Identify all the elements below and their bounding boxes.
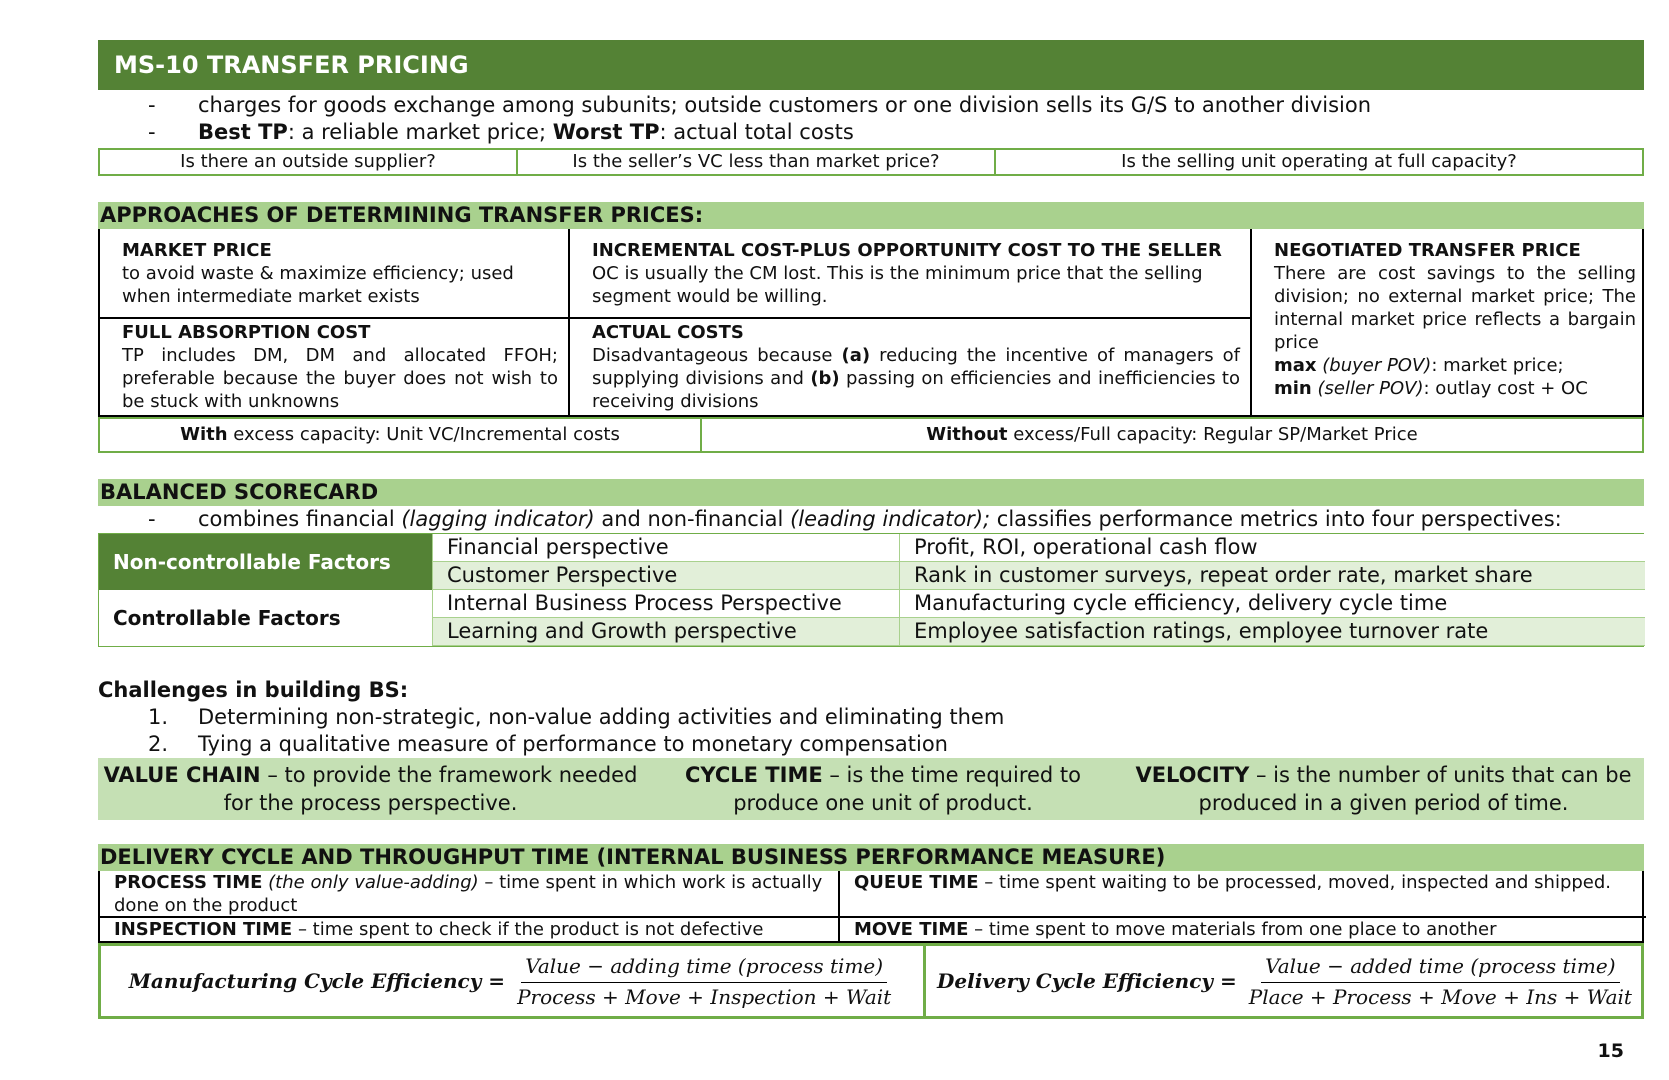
negotiated-text: There are cost savings to the selling division; no external market price; The internal market price reflects a bargain price — [1274, 263, 1636, 353]
queue-time: QUEUE TIME – time spent waiting to be processed, moved, inspected and shipped. — [840, 871, 1646, 918]
approaches-title: APPROACHES OF DETERMINING TRANSFER PRICES: — [98, 202, 1644, 229]
efficiency-formulas — [98, 943, 1644, 1019]
incremental-heading: INCREMENTAL COST-PLUS OPPORTUNITY COST TO THE SELLER — [592, 240, 1222, 261]
delivery-title: DELIVERY CYCLE AND THROUGHPUT TIME (INTERNAL BUSINESS PERFORMANCE MEASURE) — [98, 844, 1644, 871]
with-excess-capacity: With excess capacity: Unit VC/Incremental costs — [100, 419, 702, 451]
bullet-dash: - — [148, 93, 156, 117]
bsc-title: BALANCED SCORECARD — [98, 479, 1644, 506]
negotiated-max: max (buyer POV): market price; — [1274, 355, 1564, 376]
mce-label: Manufacturing Cycle Efficiency = — [128, 969, 506, 993]
metric-financial: Profit, ROI, operational cash flow — [899, 534, 1645, 562]
intro-bullet-2 — [98, 119, 1644, 146]
market-price-heading: MARKET PRICE — [122, 240, 272, 261]
intro-line-1: charges for goods exchange among subunits; outside customers or one division sells its G/S to another division — [198, 93, 1372, 117]
actual-costs-heading: ACTUAL COSTS — [592, 322, 744, 343]
incremental-cell — [570, 229, 1252, 319]
actual-costs-cell — [570, 319, 1252, 415]
negotiated-heading: NEGOTIATED TRANSFER PRICE — [1274, 240, 1581, 261]
full-absorption-text: TP includes DM, DM and allocated FFOH; preferable because the buyer does not wish to be stuck with unknowns — [122, 345, 558, 412]
perspective-financial: Financial perspective — [432, 534, 899, 562]
dce-label: Delivery Cycle Efficiency = — [937, 969, 1237, 993]
negotiated-cell — [1252, 229, 1646, 415]
dce-numerator: Value − added time (process time) — [1261, 954, 1619, 983]
intro-line-2: Best TP: a reliable market price; Worst TP: actual total costs — [198, 120, 854, 144]
bullet-dash: - — [148, 120, 156, 144]
velocity-def: VELOCITY – is the number of units that can be produced in a given period of time. — [1135, 763, 1632, 815]
controllable-factors: Controllable Factors — [99, 590, 432, 646]
full-absorption-cell — [100, 319, 570, 415]
without-excess-capacity: Without excess/Full capacity: Regular SP/Market Price — [926, 424, 1418, 445]
value-chain-box — [98, 758, 1644, 820]
metric-learning: Employee satisfaction ratings, employee turnover rate — [899, 618, 1645, 646]
bsc-description: - combines financial (lagging indicator) and non-financial (leading indicator); classifies performance metrics into four perspectives: — [98, 506, 1644, 533]
main-title: MS-10 TRANSFER PRICING — [98, 40, 1644, 90]
mce-denominator: Process + Move + Inspection + Wait — [517, 984, 892, 1009]
worst-tp-label: Worst TP — [552, 120, 660, 144]
dce-formula — [926, 946, 1647, 1016]
challenge-item: 1. Determining non-strategic, non-value adding activities and eliminating them — [148, 705, 1005, 729]
page — [98, 40, 1644, 1019]
move-time: MOVE TIME – time spent to move materials from one place to another — [854, 919, 1497, 940]
perspective-learning: Learning and Growth perspective — [432, 618, 899, 646]
challenge-item: 2. Tying a qualitative measure of performance to monetary compensation — [148, 732, 948, 756]
cycle-time-def: CYCLE TIME – is the time required to produce one unit of product. — [684, 763, 1081, 815]
page-number: 15 — [1597, 1040, 1624, 1062]
balanced-scorecard-table — [98, 533, 1644, 647]
capacity-row — [98, 417, 1644, 453]
mce-formula — [101, 946, 926, 1016]
process-time: PROCESS TIME (the only value-adding) – time spent in which work is actually done on the product — [100, 871, 840, 918]
intro-bullet-1 — [98, 92, 1644, 119]
market-price-cell — [100, 229, 570, 319]
inspection-time: INSPECTION TIME – time spent to check if the product is not defective — [100, 918, 840, 941]
bullet-dash: - — [148, 507, 156, 531]
metric-customer: Rank in customer surveys, repeat order rate, market share — [899, 562, 1645, 590]
perspective-customer: Customer Perspective — [432, 562, 899, 590]
approaches-table — [98, 229, 1644, 417]
actual-costs-text: Disadvantageous because (a) reducing the incentive of managers of supplying divisions and (b) passing on efficiencies and inefficiencies to receiving divisions — [592, 345, 1240, 412]
full-absorption-heading: FULL ABSORPTION COST — [122, 322, 371, 343]
dce-denominator: Place + Process + Move + Ins + Wait — [1248, 984, 1632, 1009]
incremental-text: OC is usually the CM lost. This is the minimum price that the selling segment would be willing. — [592, 263, 1203, 307]
question-row — [98, 148, 1644, 176]
market-price-text: to avoid waste & maximize efficiency; used when intermediate market exists — [122, 263, 514, 307]
noncontrollable-factors: Non-controllable Factors — [99, 534, 432, 590]
question-outside-supplier: Is there an outside supplier? — [100, 150, 518, 174]
best-tp-label: Best TP — [198, 120, 288, 144]
delivery-table — [98, 871, 1644, 943]
question-seller-vc: Is the seller’s VC less than market price? — [518, 150, 996, 174]
mce-numerator: Value − adding time (process time) — [521, 954, 887, 983]
question-full-capacity: Is the selling unit operating at full capacity? — [1121, 151, 1517, 172]
metric-internal: Manufacturing cycle efficiency, delivery cycle time — [899, 590, 1645, 618]
challenges-title: Challenges in building BS: — [98, 678, 409, 702]
value-chain-def: VALUE CHAIN – to provide the framework needed for the process perspective. — [103, 763, 638, 815]
perspective-internal: Internal Business Process Perspective — [432, 590, 899, 618]
negotiated-min: min (seller POV): outlay cost + OC — [1274, 378, 1588, 399]
